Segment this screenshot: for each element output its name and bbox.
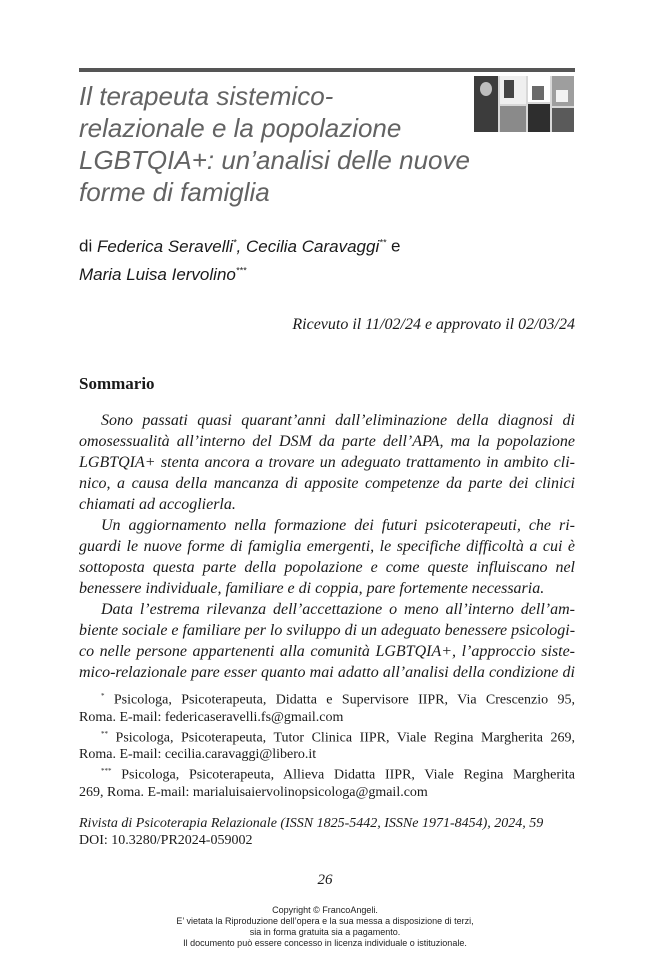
footnote-mark: *** [235,265,247,276]
footnote-mark: ** [379,237,387,247]
page-number: 26 [317,872,333,888]
abstract-line: co nelle persone appartenenti alla comunità LGBTQIA+, l’approccio siste- [79,643,575,660]
author-name: Federica Seravelli*, Cecilia Caravaggi** [96,236,387,256]
copyright-line: Copyright © FrancoAngeli. [272,905,378,915]
abstract-line: omosessualità all’interno del DSM da parte dell’APA, ma la popolazione [79,433,575,450]
abstract-line: benessere individuale, familiare e di coppia, pare fortemente necessaria. [79,580,545,597]
journal-reference: Rivista di Psicoterapia Relazionale (ISSN 1825-5442, ISSNe 1971-8454), 2024, 59 [79,816,544,831]
abstract-line: Data l’estrema rilevanza dell’accettazione o meno all’interno dell’am- [101,601,575,618]
author-prefix: di [79,236,93,256]
title-line: LGBTQIA+: un’analisi delle nuove [79,145,470,175]
footnotes [79,688,575,801]
header-photo-collage [474,76,574,132]
footnote-mark: ** [101,729,108,738]
author-line [79,230,579,259]
abstract-line: nico, a causa della mancanza di apposite competenze da parte dei clinici [79,475,575,492]
footnote-line: Roma. E-mail: cecilia.caravaggi@libero.it [79,747,317,763]
title-line: Il terapeuta sistemico- [79,81,334,111]
abstract-line: chiamati ad accoglierla. [79,496,236,513]
abstract-text [79,410,575,683]
footnote-line: * Psicologa, Psicoterapeuta, Didatta e Supervisore IIPR, Via Crescenzio 95, [101,692,575,708]
copyright-line: sia in forma gratuita sia a pagamento. [249,927,401,937]
abstract-line: sottoposta questa parte della popolazione e come queste influiscano nel [79,559,575,576]
footnote-mark: * [233,237,237,247]
author-name: Maria Luisa Iervolino*** [79,265,247,285]
journal-citation [79,815,579,849]
footnote-mark: *** [101,767,112,776]
copyright-notice [0,905,650,949]
footnote-line: *** Psicologa, Psicoterapeuta, Allieva Didatta IIPR, Viale Regina Margherita [101,767,575,783]
abstract-line: Sono passati quasi quarant’anni dall’eliminazione della diagnosi di [101,412,575,429]
abstract-line: mico-relazionale pare esser quanto mai adatto all’analisi della condizione di [79,664,575,681]
footnote-line: 269, Roma. E-mail: marialuisaiervolinopsicologa@gmail.com [79,784,428,800]
abstract-line: Un aggiornamento nella formazione dei futuri psicoterapeuti, che ri- [101,517,575,534]
footnote-line: Roma. E-mail: federicaseravelli.fs@gmail.com [79,709,344,725]
abstract-line: guardi le nuove forme di famiglia emergenti, le specifiche difficoltà a cui è [79,538,575,555]
doi: DOI: 10.3280/PR2024-059002 [79,833,253,848]
footnote-mark: * [101,692,105,700]
title-line: relazionale e la popolazione [79,113,402,143]
copyright-line: Il documento può essere concesso in licenza individuale o istituzionale. [183,938,467,948]
article-title [79,80,479,208]
copyright-line: E’ vietata la Riproduzione dell’opera e la sua messa a disposizione di terzi, [176,916,474,926]
abstract-line: LGBTQIA+ stenta ancora a trovare un adeguato trattamento in ambito cli- [79,454,575,471]
header-rule [79,68,575,72]
abstract-line: biente sociale e familiare per lo sviluppo di un adeguato benessere psicologi- [79,622,576,639]
author-list [79,230,579,287]
title-line: forme di famiglia [79,177,270,207]
author-conjunction: e [386,236,401,256]
author-line [79,259,579,288]
received-date: Ricevuto il 11/02/24 e approvato il 02/03/24 [292,316,575,333]
section-heading: Sommario [79,374,155,393]
footnote-line: ** Psicologa, Psicoterapeuta, Tutor Clinica IIPR, Viale Regina Margherita 269, [101,729,575,746]
